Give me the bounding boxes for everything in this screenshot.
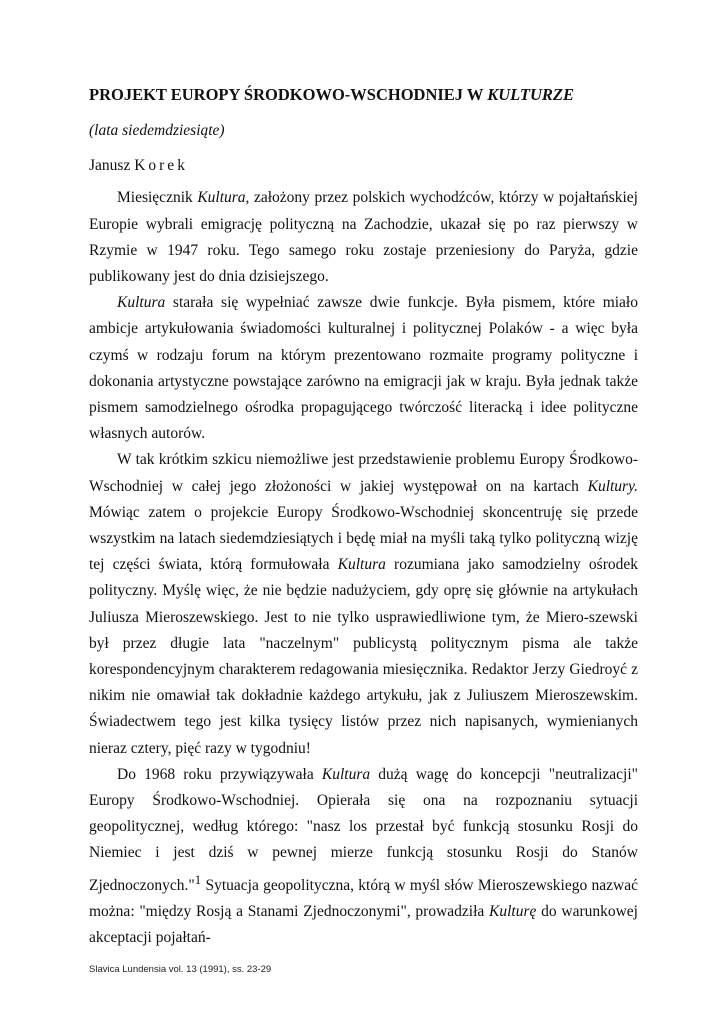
author-last-name: Korek [134,157,188,175]
article-subtitle: (lata siedemdziesiąte) [89,122,225,139]
title-main: PROJEKT EUROPY ŚRODKOWO-WSCHODNIEJ W [89,85,488,104]
text-run: starała się wypełniać zawsze dwie funkcje. Była pismem, które miało ambicje artykułowania świadomości kulturalnej i politycznej Polaków - a więc była czymś w rodzaju forum na którym prezentowano rozmaite programy polityczne i dokonania artystyczne powstające zarówno na emigracji jak w kraju. Była jednak także pismem samodzielnego ośrodka propagującego twórczość literacką i idee polityczne własnych autorów. [89,294,638,443]
paragraph-2 [89,290,638,447]
article-title [89,82,638,108]
text-run: Sytuacja geopolityczna, którą w myśl słów Mieroszewskiego nazwać można: "między Rosją a Stanami Zjednoczonymi", prowadziła [89,876,638,921]
text-run: do warunkowej akceptacji pojałtań- [89,903,638,947]
italic-run: Kultura [337,556,386,574]
title-italic: KULTURZE [487,85,574,104]
text-run: W tak krótkim szkicu niemożliwe jest przedstawienie problemu Europy Środkowo-Wschodniej w całej jego złożoności w jakiej występował on na kartach [89,451,638,495]
italic-run: Kultura [321,765,371,783]
paragraph-3 [89,447,638,761]
text-run: założony przez polskich wychodźców, którzy w pojałtańskiej Europie wybrali emigrację polityczną na Zachodzie, ukazał się po raz pierwszy w Rzymie w 1947 roku. Tego samego roku zostaje przeniesiony do Paryża, gdzie publikowany jest do dnia dzisiejszego. [89,189,638,286]
journal-citation-footer: Slavica Lundensia vol. 13 (1991), ss. 23-29 [89,964,272,975]
italic-run: Kulturę [489,903,537,921]
text-run: Mówiąc zatem o projekcie Europy Środkowo-Wschodniej skoncentruję się przede wszystkim na latach siedemdziesiątych i będę miał na myśli taką tylko polityczną wizję tej części świata, którą formułowała [89,503,638,574]
author-name [89,153,638,179]
text-run: Do 1968 roku przywiązywała [117,765,322,783]
article-body [89,82,638,951]
italic-run: Kultury. [587,477,638,495]
text-run: dużą wagę do koncepcji "neutralizacji" Europy Środkowo-Wschodniej. Opierała się ona na rozpoznaniu sytuacji geopolitycznej, według którego: "nasz los przestał być funkcją stosunku Rosji do Niemiec i jest dziś w pewnej mierze funkcją stosunku Rosji do Stanów Zjednoczonych." [89,765,638,894]
text-run: rozumiana jako samodzielny ośrodek polityczny. Myślę więc, że nie będzie nadużyciem, gdy oprę się głównie na artykułach Juliusza Mieroszewskiego. Jest to nie tylko usprawiedliwione tym, że Miero-szewski był przez długie lata "naczelnym" publicystą politycznym pisma ale także korespondencyjnym charakterem redagowania miesięcznika. Redaktor Jerzy Giedroyć z nikim nie omawiał tak dokładnie każdego artykułu, jak z Juliuszem Mieroszewskim. Świadectwem tego jest kilka tysięcy listów przez nich napisanych, wymienianych nieraz cztery, pięć razy w tygodniu! [89,556,638,757]
footnote-ref: 1 [194,871,202,887]
italic-run: Kultura [117,294,166,312]
author-first-name: Janusz [89,157,135,175]
italic-run: Kultura, [197,189,250,207]
paragraph-4 [89,762,638,952]
paragraph-1 [89,185,638,290]
text-run: Miesięcznik [117,189,198,207]
